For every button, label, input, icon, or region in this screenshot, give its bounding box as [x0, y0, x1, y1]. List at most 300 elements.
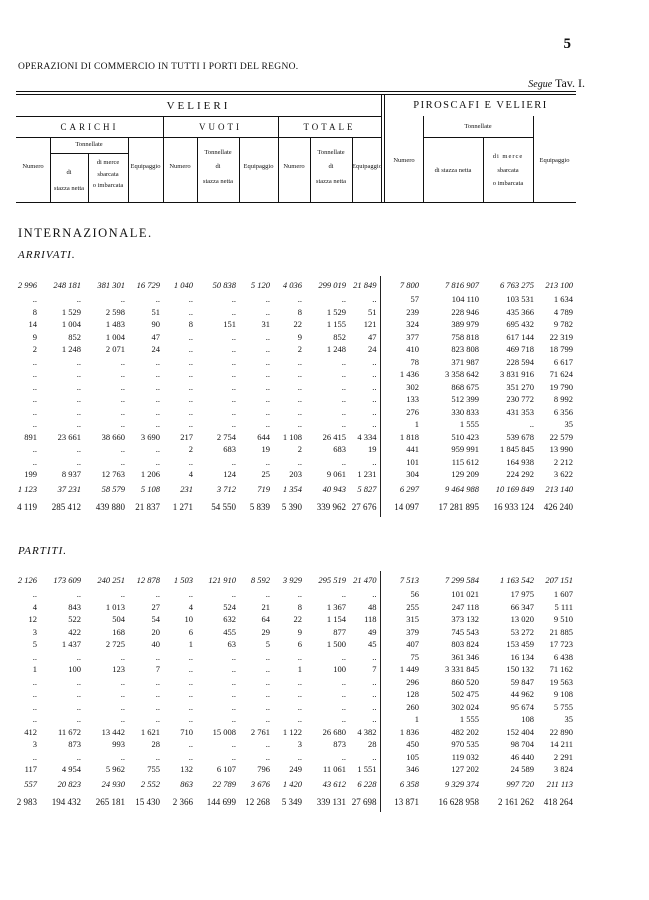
- table-cell: 2 598: [105, 306, 125, 317]
- table-cell: 213 140: [545, 484, 573, 494]
- table-cell: ..: [297, 369, 302, 380]
- table-cell: ..: [341, 381, 346, 392]
- table-cell: 379: [406, 626, 419, 637]
- table-row: [12, 701, 576, 714]
- table-cell: 9 061: [326, 469, 346, 480]
- table-cell: ..: [155, 294, 160, 305]
- table-cell: 377: [406, 331, 419, 342]
- table-cell: ..: [188, 369, 193, 380]
- table-cell: 1: [32, 664, 37, 675]
- table-cell: ..: [297, 676, 302, 687]
- table-cell: 2 983: [16, 797, 37, 807]
- table-cell: ..: [76, 689, 81, 700]
- table-row: [12, 418, 576, 431]
- table-cell: 117: [24, 764, 37, 775]
- table-cell: ..: [349, 676, 380, 689]
- col-stazza-netta: stazza netta: [315, 178, 347, 185]
- table-cell: ..: [341, 356, 346, 367]
- table-cell: 4 334: [349, 431, 380, 444]
- table-cell: ..: [120, 676, 125, 687]
- table-row: [12, 306, 576, 319]
- table-cell: ..: [32, 419, 37, 430]
- summary-row: [12, 571, 576, 588]
- table-cell: 2: [32, 344, 37, 355]
- table-cell: ..: [188, 739, 193, 750]
- table-cell: ..: [297, 356, 302, 367]
- table-cell: 8: [188, 319, 193, 330]
- table-cell: 1 271: [172, 502, 193, 512]
- table-cell: 371 987: [451, 356, 479, 367]
- table-cell: ..: [76, 381, 81, 392]
- table-cell: 66 347: [510, 601, 534, 612]
- table-cell: 1 621: [140, 726, 160, 737]
- header-top-rule: [16, 91, 576, 92]
- table-cell: 10 169 849: [495, 484, 534, 494]
- table-cell: 47: [151, 331, 160, 342]
- table-cell: ..: [188, 664, 193, 675]
- table-cell: 1 555: [459, 419, 479, 430]
- table-cell: ..: [32, 714, 37, 725]
- table-cell: ..: [341, 406, 346, 417]
- table-cell: ..: [188, 456, 193, 467]
- table-cell: ..: [231, 356, 236, 367]
- table-cell: 21 885: [549, 626, 573, 637]
- table-cell: ..: [155, 456, 160, 467]
- table-cell: 8 937: [61, 469, 81, 480]
- table-cell: ..: [231, 456, 236, 467]
- table-cell: 482 202: [451, 726, 479, 737]
- table-cell: ..: [349, 406, 380, 419]
- table-cell: 522: [68, 614, 81, 625]
- table-cell: 3 712: [216, 484, 236, 494]
- table-cell: ..: [265, 419, 270, 430]
- table-cell: ..: [231, 689, 236, 700]
- table-cell: ..: [231, 294, 236, 305]
- table-cell: 151: [223, 319, 236, 330]
- table-cell: 1 503: [173, 574, 193, 585]
- table-cell: 2: [188, 444, 193, 455]
- table-cell: 1 013: [105, 601, 125, 612]
- table-cell: ..: [188, 306, 193, 317]
- table-cell: ..: [120, 419, 125, 430]
- table-cell: ..: [120, 294, 125, 305]
- table-cell: 1 108: [282, 431, 302, 442]
- table-cell: 150 132: [506, 664, 534, 675]
- table-cell: 31: [261, 319, 270, 330]
- table-cell: 17 975: [510, 589, 534, 600]
- table-cell: 852: [333, 331, 346, 342]
- table-cell: ..: [32, 406, 37, 417]
- table-cell: 6: [188, 626, 193, 637]
- table-cell: 12 878: [136, 574, 160, 585]
- table-cell: 315: [406, 614, 419, 625]
- table-cell: 121: [349, 318, 380, 331]
- table-cell: 22: [293, 614, 302, 625]
- table-cell: 617 144: [506, 331, 534, 342]
- table-cell: 248 181: [53, 279, 81, 290]
- table-cell: 755: [147, 764, 160, 775]
- table-cell: 2 366: [172, 797, 193, 807]
- table-cell: 4: [188, 469, 193, 480]
- table-cell: 4 119: [17, 502, 37, 512]
- table-cell: 27: [151, 601, 160, 612]
- table-cell: ..: [32, 294, 37, 305]
- table-cell: 63: [227, 639, 236, 650]
- table-cell: 302: [406, 381, 419, 392]
- table-cell: ..: [297, 456, 302, 467]
- table-cell: 10: [184, 614, 193, 625]
- table-cell: 2 161 262: [498, 797, 534, 807]
- table-cell: 1 420: [282, 779, 302, 789]
- table-cell: ..: [76, 751, 81, 762]
- table-cell: 128: [406, 689, 419, 700]
- col-tonnellate: Tonnellate: [464, 123, 492, 130]
- table-cell: ..: [76, 394, 81, 405]
- table-cell: 14 211: [549, 739, 573, 750]
- table-cell: ..: [32, 381, 37, 392]
- table-row: [12, 663, 576, 676]
- table-cell: ..: [349, 368, 380, 381]
- table-cell: 164 938: [506, 456, 534, 467]
- table-cell: 23 661: [57, 431, 81, 442]
- table-cell: ..: [76, 294, 81, 305]
- table-cell: 7 800: [399, 279, 419, 290]
- total-row: [12, 498, 576, 517]
- table-cell: 46 440: [510, 751, 534, 762]
- table-cell: ..: [297, 589, 302, 600]
- table-cell: ..: [155, 751, 160, 762]
- total-row: [12, 793, 576, 812]
- table-cell: ..: [341, 394, 346, 405]
- table-cell: 101 021: [451, 589, 479, 600]
- col-numero: Numero: [22, 163, 44, 170]
- table-cell: ..: [349, 293, 380, 306]
- col-equipaggio: Equipaggio: [352, 163, 382, 170]
- table-row: [12, 431, 576, 444]
- table-cell: 407: [406, 639, 419, 650]
- table-cell: 524: [223, 601, 236, 612]
- table-cell: 260: [406, 701, 419, 712]
- table-cell: 29: [261, 626, 270, 637]
- table-cell: 970 535: [451, 739, 479, 750]
- table-cell: 3 622: [553, 469, 573, 480]
- table-cell: 25: [261, 469, 270, 480]
- table-cell: 1 040: [173, 279, 193, 290]
- table-cell: 22 789: [212, 779, 236, 789]
- table-cell: 121 910: [208, 574, 236, 585]
- table-reference: [528, 76, 585, 91]
- table-cell: 2 212: [553, 456, 573, 467]
- table-cell: ..: [32, 689, 37, 700]
- table-cell: ..: [76, 419, 81, 430]
- table-cell: 71 624: [549, 369, 573, 380]
- table-cell: 19: [349, 443, 380, 456]
- table-cell: ..: [231, 306, 236, 317]
- table-cell: ..: [120, 456, 125, 467]
- table-cell: ..: [155, 714, 160, 725]
- partiti-table: [12, 571, 576, 812]
- col-equipaggio: Equipaggio: [130, 163, 161, 170]
- table-cell: ..: [155, 589, 160, 600]
- table-cell: 868 675: [451, 381, 479, 392]
- table-cell: ..: [265, 751, 270, 762]
- table-cell: 100: [68, 664, 81, 675]
- table-cell: 431 353: [506, 406, 534, 417]
- table-cell: 199: [24, 469, 37, 480]
- table-row: [12, 763, 576, 776]
- table-cell: 3: [297, 739, 302, 750]
- table-cell: ..: [265, 294, 270, 305]
- table-cell: 4: [32, 601, 37, 612]
- table-cell: 17 723: [549, 639, 573, 650]
- table-cell: 1: [414, 419, 419, 430]
- table-cell: 22 890: [549, 726, 573, 737]
- table-cell: 21 837: [135, 502, 160, 512]
- table-cell: 2 291: [553, 751, 573, 762]
- table-cell: 9 108: [553, 689, 573, 700]
- table-cell: 44 962: [510, 689, 534, 700]
- subgroup-rule: [16, 137, 381, 138]
- table-cell: 504: [112, 614, 125, 625]
- table-cell: 35: [564, 419, 573, 430]
- table-cell: 1 818: [399, 431, 419, 442]
- table-row: [12, 393, 576, 406]
- table-cell: 249: [289, 764, 302, 775]
- table-cell: ..: [231, 406, 236, 417]
- table-cell: ..: [76, 406, 81, 417]
- table-cell: 295 519: [318, 574, 346, 585]
- table-cell: 683: [333, 444, 346, 455]
- table-cell: ..: [265, 306, 270, 317]
- table-cell: 5 839: [249, 502, 270, 512]
- table-cell: ..: [76, 589, 81, 600]
- table-cell: 50 838: [212, 279, 236, 290]
- subtotal-row: [12, 776, 576, 793]
- table-cell: ..: [120, 651, 125, 662]
- table-cell: ..: [265, 381, 270, 392]
- col-di: di: [215, 163, 221, 170]
- table-cell: 9: [32, 331, 37, 342]
- seque-label: Segue: [528, 79, 553, 90]
- table-cell: 557: [24, 779, 37, 789]
- page-number: 5: [563, 36, 571, 52]
- table-cell: 127 202: [451, 764, 479, 775]
- table-cell: 5 827: [349, 481, 380, 498]
- table-cell: 16 134: [510, 651, 534, 662]
- table-cell: ..: [120, 714, 125, 725]
- table-cell: ..: [231, 331, 236, 342]
- table-cell: ..: [32, 751, 37, 762]
- table-row: [12, 293, 576, 306]
- table-cell: 11 672: [57, 726, 81, 737]
- table-cell: 302 024: [451, 701, 479, 712]
- table-cell: 6 763 275: [500, 279, 534, 290]
- table-cell: ..: [32, 589, 37, 600]
- table-cell: 9: [297, 626, 302, 637]
- table-cell: 90: [151, 319, 160, 330]
- table-cell: ..: [120, 356, 125, 367]
- table-cell: ..: [120, 751, 125, 762]
- table-cell: ..: [120, 381, 125, 392]
- table-cell: ..: [341, 651, 346, 662]
- table-cell: 6 358: [399, 779, 419, 789]
- table-cell: 228 946: [451, 306, 479, 317]
- summary-row: [12, 276, 576, 293]
- table-cell: 58 579: [101, 484, 125, 494]
- table-cell: ..: [188, 406, 193, 417]
- table-cell: ..: [155, 444, 160, 455]
- table-cell: 644: [257, 431, 270, 442]
- table-cell: 351 270: [506, 381, 534, 392]
- table-cell: 15 430: [135, 797, 160, 807]
- table-cell: 843: [68, 601, 81, 612]
- table-cell: 997 720: [506, 779, 534, 789]
- col-di: di: [66, 169, 72, 176]
- table-cell: ..: [32, 676, 37, 687]
- table-cell: 21 470: [349, 571, 380, 588]
- table-row: [12, 368, 576, 381]
- vuoti-heading: VUOTI: [199, 122, 242, 132]
- table-cell: 2 754: [216, 431, 236, 442]
- table-cell: 1 231: [349, 468, 380, 481]
- table-cell: 75: [410, 651, 419, 662]
- table-cell: ..: [231, 419, 236, 430]
- table-cell: 9 782: [553, 319, 573, 330]
- table-cell: 959 991: [451, 444, 479, 455]
- table-cell: 103 531: [506, 294, 534, 305]
- table-cell: 1 155: [326, 319, 346, 330]
- table-cell: 373 132: [451, 614, 479, 625]
- table-cell: ..: [188, 381, 193, 392]
- table-cell: 78: [410, 356, 419, 367]
- table-cell: 22: [293, 319, 302, 330]
- table-cell: 13 442: [101, 726, 125, 737]
- table-cell: ..: [349, 688, 380, 701]
- table-cell: 9 464 988: [445, 484, 479, 494]
- table-cell: 1 551: [349, 763, 380, 776]
- table-cell: ..: [76, 676, 81, 687]
- col-tonnellate: Tonnellate: [75, 141, 103, 148]
- table-cell: ..: [32, 701, 37, 712]
- table-cell: 3 831 916: [500, 369, 534, 380]
- table-cell: ..: [265, 651, 270, 662]
- table-cell: ..: [155, 701, 160, 712]
- table-cell: 4 036: [282, 279, 302, 290]
- table-cell: 48: [349, 601, 380, 614]
- table-cell: 71 162: [549, 664, 573, 675]
- table-cell: 217: [180, 431, 193, 442]
- table-cell: 5 962: [105, 764, 125, 775]
- table-cell: 1: [414, 714, 419, 725]
- table-cell: 53 272: [510, 626, 534, 637]
- table-cell: ..: [155, 419, 160, 430]
- table-cell: ..: [341, 456, 346, 467]
- table-cell: 3 690: [140, 431, 160, 442]
- table-cell: ..: [297, 689, 302, 700]
- table-cell: 4 382: [349, 726, 380, 739]
- col-tonnellate: Tonnellate: [317, 149, 345, 156]
- table-cell: ..: [349, 751, 380, 764]
- table-cell: 9: [297, 331, 302, 342]
- table-cell: 230 772: [506, 394, 534, 405]
- table-cell: 4 954: [61, 764, 81, 775]
- table-cell: ..: [32, 356, 37, 367]
- table-row: [12, 688, 576, 701]
- table-cell: 54 550: [211, 502, 236, 512]
- table-cell: ..: [120, 444, 125, 455]
- table-cell: 239: [406, 306, 419, 317]
- col-equipaggio: Equipaggio: [243, 163, 274, 170]
- table-cell: 441: [406, 444, 419, 455]
- carichi-heading: CARICHI: [60, 122, 119, 132]
- table-cell: 255: [406, 601, 419, 612]
- table-cell: 1: [297, 664, 302, 675]
- table-cell: 6 297: [399, 484, 419, 494]
- table-row: [12, 443, 576, 456]
- table-cell: 12 763: [101, 469, 125, 480]
- table-cell: 144 699: [206, 797, 236, 807]
- table-cell: 105: [406, 751, 419, 762]
- table-cell: 852: [68, 331, 81, 342]
- table-cell: ..: [349, 713, 380, 726]
- table-cell: 27 676: [349, 498, 380, 517]
- table-cell: 2 725: [105, 639, 125, 650]
- table-cell: 98 704: [510, 739, 534, 750]
- table-cell: ..: [265, 739, 270, 750]
- table-cell: ..: [297, 406, 302, 417]
- table-cell: 194 432: [51, 797, 81, 807]
- table-cell: 1 123: [17, 484, 37, 494]
- table-cell: 132: [180, 764, 193, 775]
- table-cell: 299 019: [318, 279, 346, 290]
- table-cell: 49: [349, 626, 380, 639]
- table-cell: 22 319: [549, 331, 573, 342]
- table-cell: 2 126: [17, 574, 37, 585]
- table-row: [12, 343, 576, 356]
- table-cell: 119 032: [451, 751, 479, 762]
- table-cell: 168: [112, 626, 125, 637]
- table-cell: 719: [257, 484, 270, 494]
- partiti-title: PARTITI.: [18, 545, 68, 557]
- table-cell: ..: [32, 369, 37, 380]
- table-cell: 11 061: [322, 764, 346, 775]
- col-stazza-netta: stazza netta: [202, 178, 234, 185]
- table-cell: 410: [406, 344, 419, 355]
- table-cell: 7 299 584: [445, 574, 479, 585]
- table-cell: 695 432: [506, 319, 534, 330]
- table-cell: ..: [155, 394, 160, 405]
- velieri-rule: [16, 116, 381, 117]
- table-row: [12, 406, 576, 419]
- table-cell: ..: [349, 381, 380, 394]
- table-cell: 4: [188, 601, 193, 612]
- table-cell: 426 240: [543, 502, 573, 512]
- col-di-merce: di merce: [492, 153, 524, 160]
- table-cell: ..: [231, 739, 236, 750]
- table-cell: 211 113: [546, 779, 573, 789]
- table-cell: ..: [341, 689, 346, 700]
- arrivati-table: [12, 276, 576, 517]
- table-cell: 3: [32, 626, 37, 637]
- table-cell: 1 367: [326, 601, 346, 612]
- table-cell: 13 020: [510, 614, 534, 625]
- header-bottom-rule: [16, 202, 576, 203]
- table-cell: 455: [223, 626, 236, 637]
- table-cell: ..: [188, 689, 193, 700]
- table-cell: ..: [32, 444, 37, 455]
- table-cell: 1 500: [326, 639, 346, 650]
- table-header: [16, 91, 576, 203]
